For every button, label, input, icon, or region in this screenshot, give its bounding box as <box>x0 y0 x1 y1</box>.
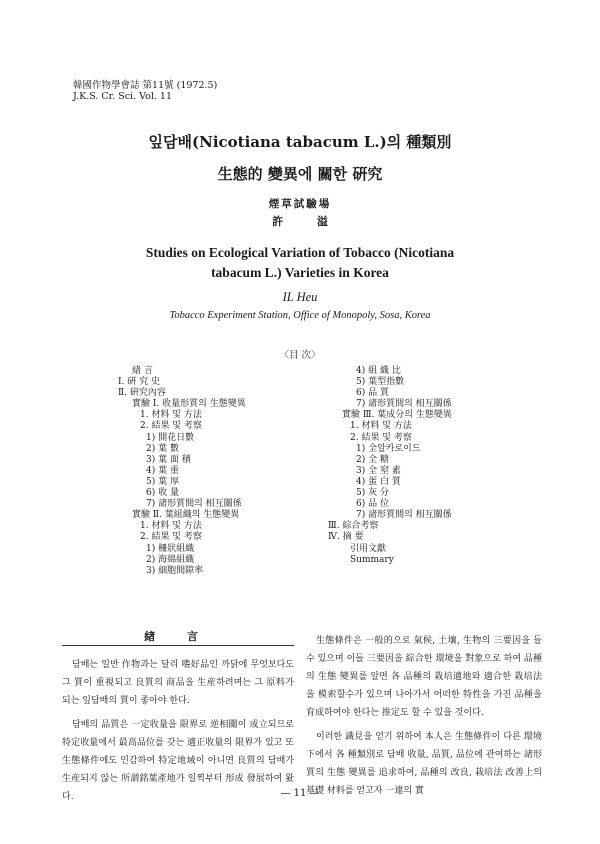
toc-entry: 2. 結果 및 考察 <box>140 421 202 432</box>
toc-entry: 2) 葉 數 <box>146 443 179 454</box>
toc-entry: 2) 海綿組織 <box>146 554 195 565</box>
toc-entry: 2) 全 糖 <box>356 454 389 465</box>
toc-entry: 緖 言 <box>132 366 153 376</box>
affiliation-english: Tobacco Experiment Station, Office of Monopoly, Sosa, Korea <box>169 310 431 321</box>
toc-entry: 5) 葉 厚 <box>146 476 179 487</box>
toc-entry: 7) 諸形質間의 相互關係 <box>356 399 452 410</box>
toc-entry: Ⅰ. 硏 究 史 <box>118 377 160 388</box>
journal-header <box>73 80 217 102</box>
toc-heading: 〈目 次〉 <box>279 350 321 361</box>
toc-entry: 5) 葉型指數 <box>356 377 405 388</box>
toc-entry: 7) 諸形質間의 相互關係 <box>146 499 242 510</box>
toc-entry: 實驗 Ⅱ. 葉組織의 生態變異 <box>132 510 240 521</box>
toc-entry: Summary <box>350 554 394 565</box>
toc-entry: 2. 結果 및 考察 <box>140 532 202 543</box>
body-paragraph: 이러한 識見을 얻기 위하여 本人은 生態條件이 다른 環境下에서 各 種類別로 담배 收量, 品質, 品位에 관여하는 諸形質의 生態 變異를 追求하여, 品種의 改良, 栽培法 改善上의 基礎 材料를 얻고자 一連의 實 <box>306 732 542 796</box>
author-korean: 許 溢 <box>272 215 328 228</box>
toc-entry: 引用文獻 <box>350 543 387 554</box>
toc-entry: 1. 材料 및 方法 <box>350 421 412 432</box>
section-divider <box>62 645 294 646</box>
toc-entry: 實驗 Ⅲ. 葉成分의 生態變異 <box>342 410 452 421</box>
toc-right-column <box>328 366 528 566</box>
title-korean-line1: 잎담배(Nicotiana tabacum L.)의 種類別 <box>148 133 452 151</box>
toc-entry: 7) 諸形質間의 相互關係 <box>356 510 452 521</box>
body-left-column <box>62 656 294 806</box>
toc-entry: 1) 開花日數 <box>146 432 195 443</box>
page-number: — 11 — <box>280 788 320 799</box>
body-paragraph: 生態條件은 一般的으로 氣候, 土壤, 生物의 三要因을 들수 있으며 이들 三要因을 綜合한 環境을 對象으로 하여 品種의 生態 變異를 알면 各 品種의 栽培適地와 適合한 栽培法을 模索할수가 있으며 나아가서 어떠한 特性을 가진 品種을 育成하여야 한다는 推定도 할 수 있을 것이다. <box>306 636 542 718</box>
institution-korean: 煙草試驗場 <box>268 198 332 210</box>
toc-entry: 實驗 Ⅰ. 收量形質의 生態變異 <box>132 399 246 410</box>
toc-entry: 6) 收 量 <box>146 488 179 499</box>
toc-entry: 1. 材料 및 方法 <box>140 410 202 421</box>
toc-entry: 3) 葉 面 積 <box>146 454 191 465</box>
toc-entry: 4) 組 織 比 <box>356 366 401 376</box>
toc-entry: 3) 全 窒 素 <box>356 465 401 476</box>
toc-entry: 4) 葉 重 <box>146 465 179 476</box>
toc-left-column <box>118 366 318 577</box>
toc-entry: Ⅲ. 綜合考察 <box>328 521 379 532</box>
body-paragraph: 담배의 品質은 一定收量을 限界로 逆相關이 成立되므로 特定收量에서 最高品位를 갖는 適正收量의 限界가 있고 또 生態條件에도 민감하여 特定地域이 아니면 良質의 담배가 生産되지 않는 所謂銘葉產地가 일찍부터 形成 發展하여 왔다. <box>62 720 294 802</box>
toc-entry: 3) 細胞間隙率 <box>146 565 204 576</box>
title-english <box>0 243 600 283</box>
section-heading-introduction: 緖 言 <box>144 630 212 643</box>
body-paragraph: 담배는 일반 作物과는 달리 嗜好品인 까닭에 무엇보다도 그 質이 重視되고 良質의 商品을 生産하려며는 그 原料가되는 잎담배의 質이 좋아야 한다. <box>62 660 294 706</box>
toc-entry: Ⅳ. 摘 要 <box>328 532 364 543</box>
author-english: IL Heu <box>282 290 318 304</box>
toc-entry: 1) 全알카로이드 <box>356 443 421 454</box>
title-english-line2: tabacum L.) Varieties in Korea <box>211 265 389 280</box>
toc-entry: 6) 品 位 <box>356 499 389 510</box>
journal-line-korean: 韓國作物學會誌 第11號 (1972.5) <box>73 80 218 91</box>
toc-entry: 1. 材料 및 方法 <box>140 521 202 532</box>
title-korean-line2: 生態的 變異에 關한 硏究 <box>217 165 383 183</box>
toc-entry: 2. 結果 및 考察 <box>350 432 412 443</box>
toc-entry: 5) 灰 分 <box>356 488 389 499</box>
toc-entry: Ⅱ. 硏究內容 <box>118 388 166 399</box>
toc-entry: 6) 品 質 <box>356 388 389 399</box>
journal-line-english: J.K.S. Cr. Sci. Vol. 11 <box>73 91 173 102</box>
body-right-column <box>306 632 542 800</box>
title-english-line1: Studies on Ecological Variation of Tobacco (Nicotiana <box>145 245 455 260</box>
toc-entry: 4) 蛋 白 質 <box>356 476 401 487</box>
toc-entry: 1) 柵狀組織 <box>146 543 195 554</box>
